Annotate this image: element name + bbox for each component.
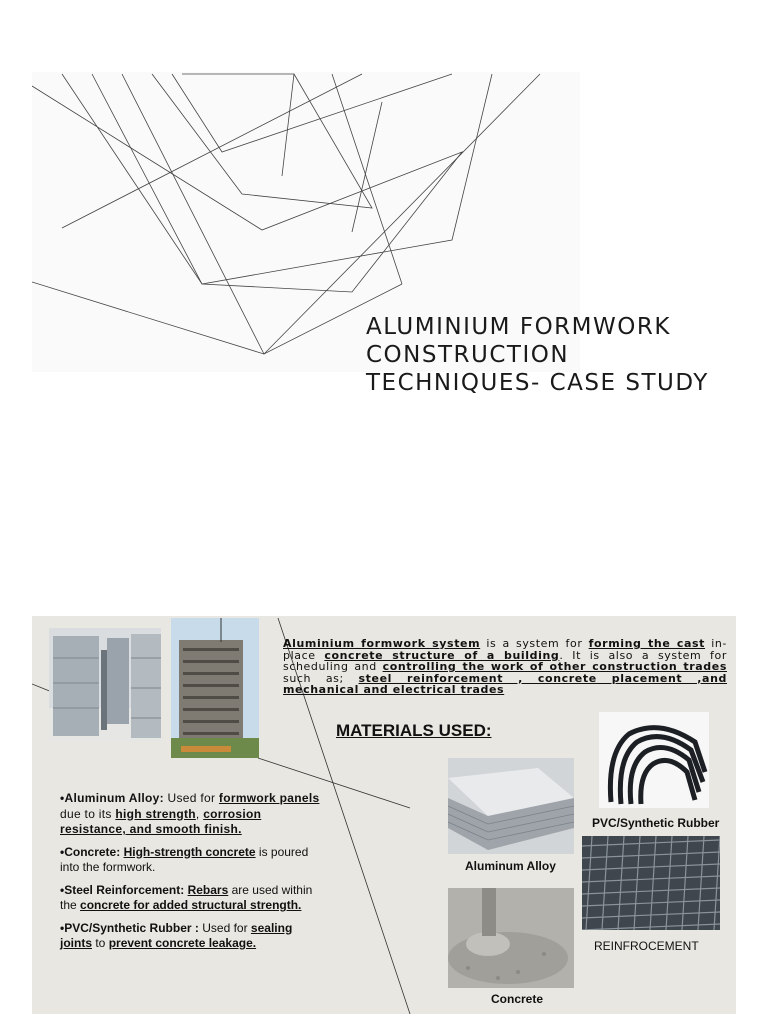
materials-slide: [32, 616, 736, 1014]
aluminum-sheets-image: [448, 758, 574, 854]
intro-term-3: concrete structure of a building: [324, 648, 560, 662]
concrete-photo: [448, 888, 574, 988]
bullet-text: ,: [195, 806, 204, 821]
bullet-text: Used for: [198, 920, 251, 935]
concrete-pour-image: [448, 888, 574, 988]
title-line-2: CONSTRUCTION: [366, 342, 570, 368]
pvc-rubber-photo: [599, 712, 709, 808]
materials-list: [60, 791, 320, 959]
bullet-label: •PVC/Synthetic Rubber :: [60, 920, 199, 935]
intro-text-1: is a system for: [480, 637, 589, 650]
formwork-panels-photo: [49, 628, 161, 742]
bullet-text: are used within the: [60, 882, 313, 912]
bullet-steel-reinforcement: [60, 883, 320, 914]
bullet-term: concrete for added structural strength.: [80, 898, 302, 912]
bullet-term: corrosion resistance, and smooth finish.: [60, 806, 262, 836]
building-construction-photo: [171, 618, 259, 758]
intro-term-2: forming the cast: [588, 637, 706, 650]
bullet-text: is poured into the formwork.: [60, 844, 309, 874]
caption-concrete: Concrete: [491, 992, 544, 1006]
presentation-title: [366, 313, 746, 397]
bullet-term: prevent concrete leakage.: [108, 936, 257, 950]
intro-text-3: . It is also a system for scheduling and: [283, 648, 727, 673]
title-line-3: TECHNIQUES- CASE STUDY: [366, 370, 709, 396]
formwork-description: [283, 638, 727, 696]
bullet-aluminum-alloy: [60, 791, 320, 838]
bullet-term: sealing joints: [60, 920, 293, 950]
materials-heading: MATERIALS USED:: [336, 721, 492, 740]
title-line-1: ALUMINIUM FORMWORK: [366, 314, 671, 340]
bullet-term: High-strength concrete: [123, 844, 256, 859]
aluminum-alloy-photo: [448, 758, 574, 854]
rubber-strips-image: [599, 712, 709, 808]
bullet-text: to: [92, 936, 109, 950]
caption-alloy: Aluminum Alloy: [465, 859, 556, 873]
bullet-term: high strength: [115, 806, 196, 821]
bullet-text: due to its: [60, 806, 116, 821]
reinforcement-photo: [582, 836, 720, 930]
rebar-mesh-image: [582, 836, 720, 930]
formwork-panels-image: [49, 628, 161, 742]
bullet-term: formwork panels: [218, 791, 320, 805]
bullet-label: •Aluminum Alloy:: [60, 791, 164, 805]
intro-text-4: such as;: [283, 671, 359, 685]
bullet-term: Rebars: [187, 882, 229, 897]
bullet-label: •Steel Reinforcement:: [60, 882, 185, 897]
caption-reinforcement: REINFROCEMENT: [594, 939, 699, 953]
building-image: [171, 618, 259, 758]
intro-term-5: steel reinforcement , concrete placement ,and mechanical and electrical trades: [283, 671, 727, 696]
bullet-label: •Concrete:: [60, 844, 121, 859]
intro-text-2: in-place: [283, 637, 727, 662]
bullet-pvc-rubber: [60, 921, 320, 952]
title-slide: [0, 0, 768, 500]
bullet-text: Used for: [163, 791, 219, 805]
caption-rubber: PVC/Synthetic Rubber: [592, 816, 720, 830]
intro-term-4: controlling the work of other construction trades: [382, 660, 727, 673]
intro-term: Aluminium formwork system: [283, 637, 481, 650]
bullet-concrete: [60, 845, 320, 876]
